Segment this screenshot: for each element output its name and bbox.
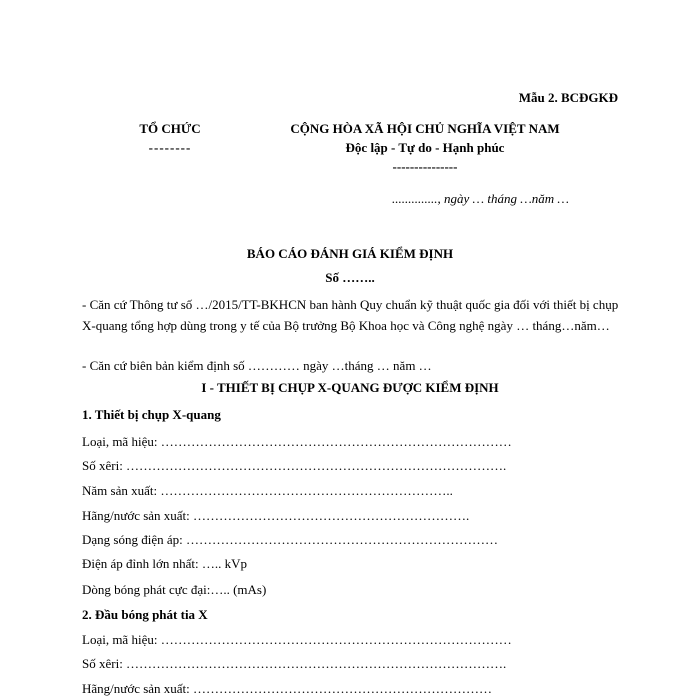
country-name: CỘNG HÒA XÃ HỘI CHỦ NGHĨA VIỆT NAM (290, 121, 560, 136)
field-voltage-waveform: Dạng sóng điện áp: ……………………………………………………………… (82, 532, 498, 547)
date-line: .............., ngày … tháng …năm … (392, 191, 569, 206)
section-1-title: I - THIẾT BỊ CHỤP X-QUANG ĐƯỢC KIỂM ĐỊNH (201, 380, 499, 395)
org-label: TỔ CHỨC (139, 121, 201, 136)
tube-field-manufacturer: Hãng/nước sản xuất: …………………………………………………………… (82, 681, 493, 696)
subsection-1-title: 1. Thiết bị chụp X-quang (82, 407, 221, 422)
motto: Độc lập - Tự do - Hạnh phúc (345, 140, 505, 155)
field-model: Loại, mã hiệu: ……………………………………………………………………… (82, 434, 512, 449)
field-year: Năm sản xuất: ………………………………………………………….. (82, 483, 453, 498)
subsection-2-title: 2. Đầu bóng phát tia X (82, 607, 208, 622)
field-serial: Số xêri: ……………………………………………………………………………. (82, 458, 507, 473)
tube-field-serial: Số xêri: ……………………………………………………………………………. (82, 656, 507, 671)
basis-paragraph-1: - Căn cứ Thông tư số …/2015/TT-BKHCN ban hành Quy chuẩn kỹ thuật quốc gia đối với thiết bị chụp X-quang tổng hợp dùng trong y tế của Bộ trưởng Bộ Khoa học và Công nghệ ngày … tháng…năm… (82, 297, 619, 333)
report-number: Số …….. (325, 270, 375, 285)
form-code: Mẫu 2. BCĐGKĐ (518, 90, 618, 105)
basis-paragraph-2: - Căn cứ biên bản kiểm định số ………… ngày …tháng … năm … (82, 358, 432, 373)
field-manufacturer: Hãng/nước sản xuất: ………………………………………………………. (82, 508, 470, 523)
org-dashes: -------- (148, 140, 192, 155)
report-title: BÁO CÁO ĐÁNH GIÁ KIỂM ĐỊNH (246, 246, 454, 261)
field-max-tube-current: Dòng bóng phát cực đại:….. (mAs) (82, 582, 267, 597)
field-peak-voltage: Điện áp đỉnh lớn nhất: ….. kVp (82, 556, 248, 571)
tube-field-model: Loại, mã hiệu: ……………………………………………………………………… (82, 632, 512, 647)
motto-dashes: --------------- (392, 159, 458, 174)
